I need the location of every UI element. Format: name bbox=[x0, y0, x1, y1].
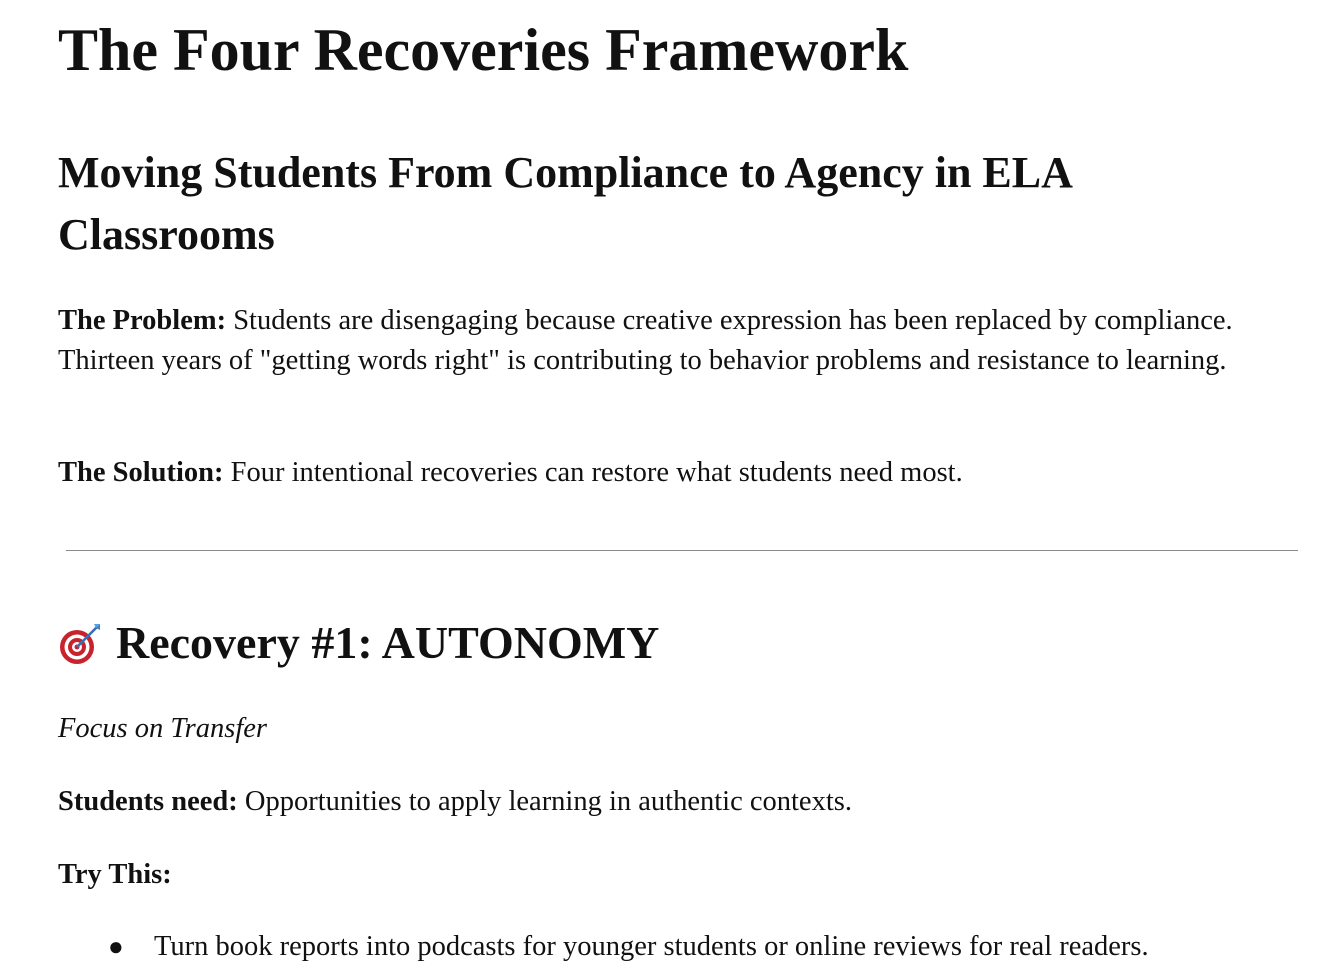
problem-paragraph bbox=[58, 301, 1283, 381]
try-this-list bbox=[58, 927, 1298, 967]
problem-text: Students are disengaging because creative expression has been replaced by compliance. Thirteen years of "getting words right" is contributing to behavior problems and resistance to learning. bbox=[58, 305, 1233, 376]
page-title: The Four Recoveries Framework bbox=[58, 17, 909, 83]
students-need-paragraph bbox=[58, 782, 852, 822]
recovery-1-heading bbox=[58, 612, 659, 674]
list-item-text: Turn book reports into podcasts for younger students or online reviews for real readers. bbox=[154, 931, 1149, 962]
bullet-icon: ● bbox=[108, 932, 124, 961]
solution-paragraph bbox=[58, 453, 1283, 493]
students-need-label: Students need: bbox=[58, 786, 238, 817]
solution-text: Four intentional recoveries can restore what students need most. bbox=[223, 457, 963, 488]
students-need-text: Opportunities to apply learning in authentic contexts. bbox=[237, 786, 852, 817]
list-item bbox=[58, 927, 1298, 967]
recovery-1-focus: Focus on Transfer bbox=[58, 713, 268, 744]
solution-label: The Solution: bbox=[58, 457, 224, 488]
try-this-label: Try This: bbox=[58, 859, 172, 890]
page-subtitle: Moving Students From Compliance to Agency in ELA Classrooms bbox=[58, 148, 1071, 259]
recovery-1-title: Recovery #1: AUTONOMY bbox=[116, 617, 660, 668]
problem-label: The Problem: bbox=[58, 305, 227, 336]
horizontal-divider bbox=[66, 550, 1298, 551]
target-dart-icon bbox=[58, 620, 104, 666]
